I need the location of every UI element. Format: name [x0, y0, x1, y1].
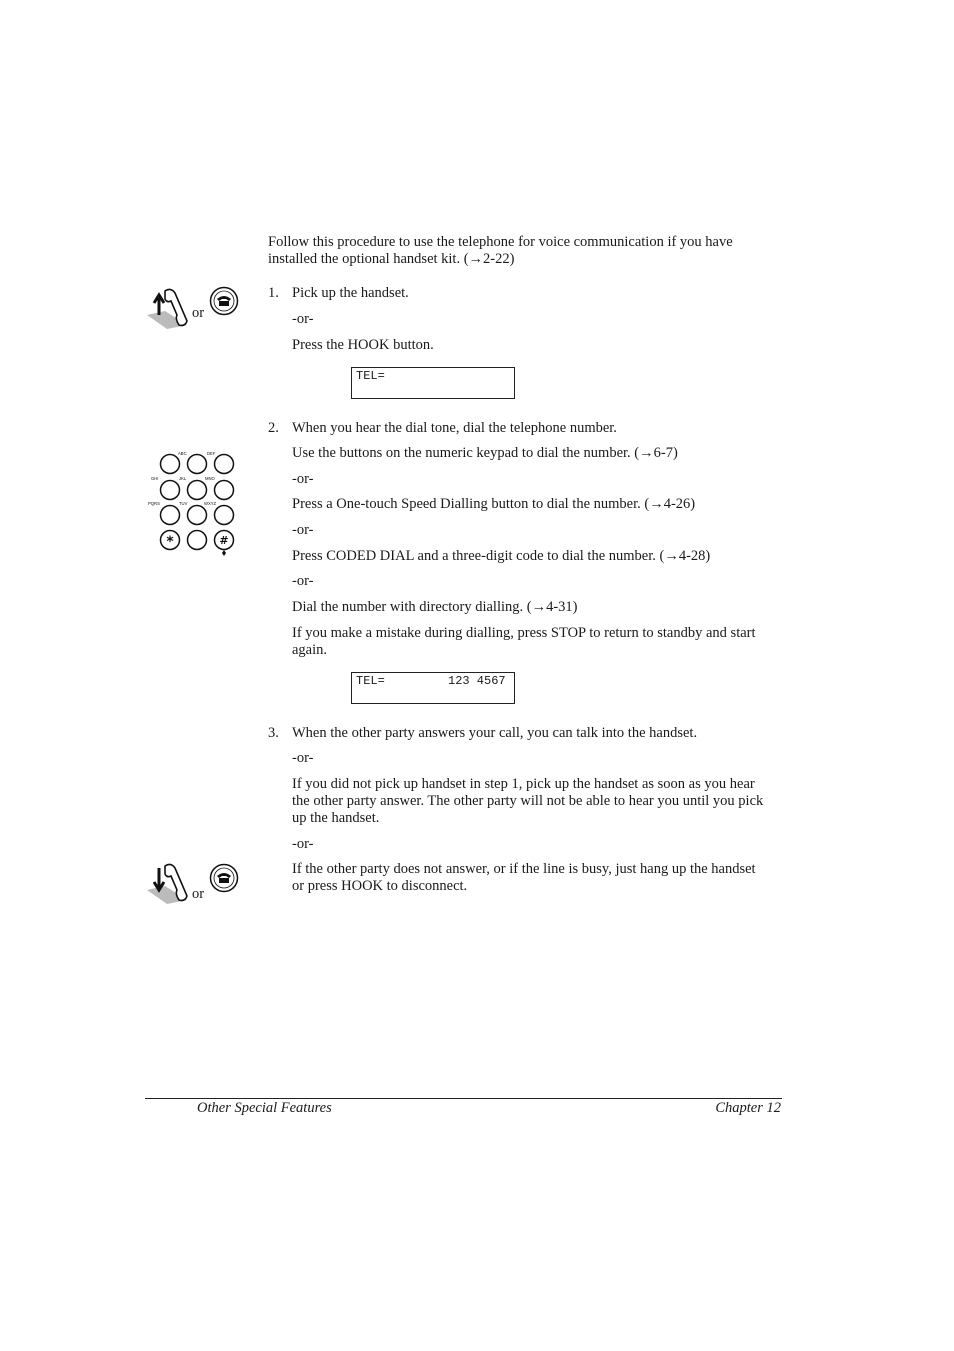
step-2-sub-keypad: Use the buttons on the numeric keypad to dial the number. (→6-7): [292, 445, 678, 461]
keypad-label-tuv: TUV: [179, 501, 188, 506]
keypad-label-pqrs: PQRS: [148, 501, 160, 506]
step-3-number: 3.: [268, 725, 279, 741]
step-3-or-2: -or-: [292, 836, 314, 852]
pickup-or-label: or: [192, 305, 205, 321]
lcd-2-number: 123 4567: [448, 674, 506, 688]
step-2-note: If you make a mistake during dialling, press STOP to return to standby and start again.: [292, 625, 756, 658]
step-2-sub-coded: Press CODED DIAL and a three-digit code to dial the number. (→4-28): [292, 548, 711, 564]
step-3-sub-pickup: If you did not pick up handset in step 1, pick up the handset as soon as you hear the other party answer. The other party will not be able to hear you until you pick up the handset.: [292, 776, 764, 826]
numeric-keypad-icon: [145, 447, 240, 559]
step-2-or-2: -or-: [292, 522, 314, 538]
step-1-number: 1.: [268, 285, 279, 301]
step-3-or-1: -or-: [292, 750, 314, 766]
step-2-or-3: -or-: [292, 573, 314, 589]
keypad-hash: #: [219, 534, 229, 547]
step-1-alt: Press the HOOK button.: [292, 337, 434, 353]
footer-chapter: Chapter 12: [715, 1100, 781, 1116]
step-2-sub-onetouch: Press a One-touch Speed Dialling button to dial the number. (→4-26): [292, 496, 696, 512]
lcd-display-1: [351, 367, 515, 399]
hook-button-icon: [209, 286, 239, 316]
footer-rule: [145, 1098, 782, 1099]
hook-button-icon-2: [209, 863, 239, 893]
lcd-2-label: TEL=: [356, 674, 385, 688]
keypad-label-mno: MNO: [205, 476, 215, 481]
step-2-text: When you hear the dial tone, dial the telephone number.: [292, 420, 617, 436]
keypad-star: *: [166, 534, 174, 550]
handset-hangup-icon: [145, 860, 195, 908]
lcd-1-text: TEL=: [356, 369, 385, 383]
hangup-or-label: or: [192, 886, 205, 902]
keypad-label-wxyz: WXYZ: [204, 501, 217, 506]
step-2-sub-directory: Dial the number with directory dialling. (→4-31): [292, 599, 578, 615]
keypad-label-def: DEF: [207, 451, 216, 456]
keypad-label-abc: ABC: [178, 451, 187, 456]
step-3-sub-hangup: If the other party does not answer, or if the line is busy, just hang up the handset or press HOOK to disconnect.: [292, 861, 756, 894]
step-2-number: 2.: [268, 420, 279, 436]
step-2-or-1: -or-: [292, 471, 314, 487]
step-1-or: -or-: [292, 311, 314, 327]
footer-section-title: Other Special Features: [197, 1100, 332, 1116]
step-3-text: When the other party answers your call, you can talk into the handset.: [292, 725, 698, 741]
intro-paragraph: Follow this procedure to use the telephone for voice communication if you have installed the optional handset kit. (→2-22): [268, 234, 733, 267]
lcd-display-2: [351, 672, 515, 704]
keypad-label-jkl: JKL: [179, 476, 187, 481]
keypad-label-ghi: GHI: [151, 476, 159, 481]
handset-pickup-icon: [145, 285, 195, 333]
step-1-text: Pick up the handset.: [292, 285, 409, 301]
